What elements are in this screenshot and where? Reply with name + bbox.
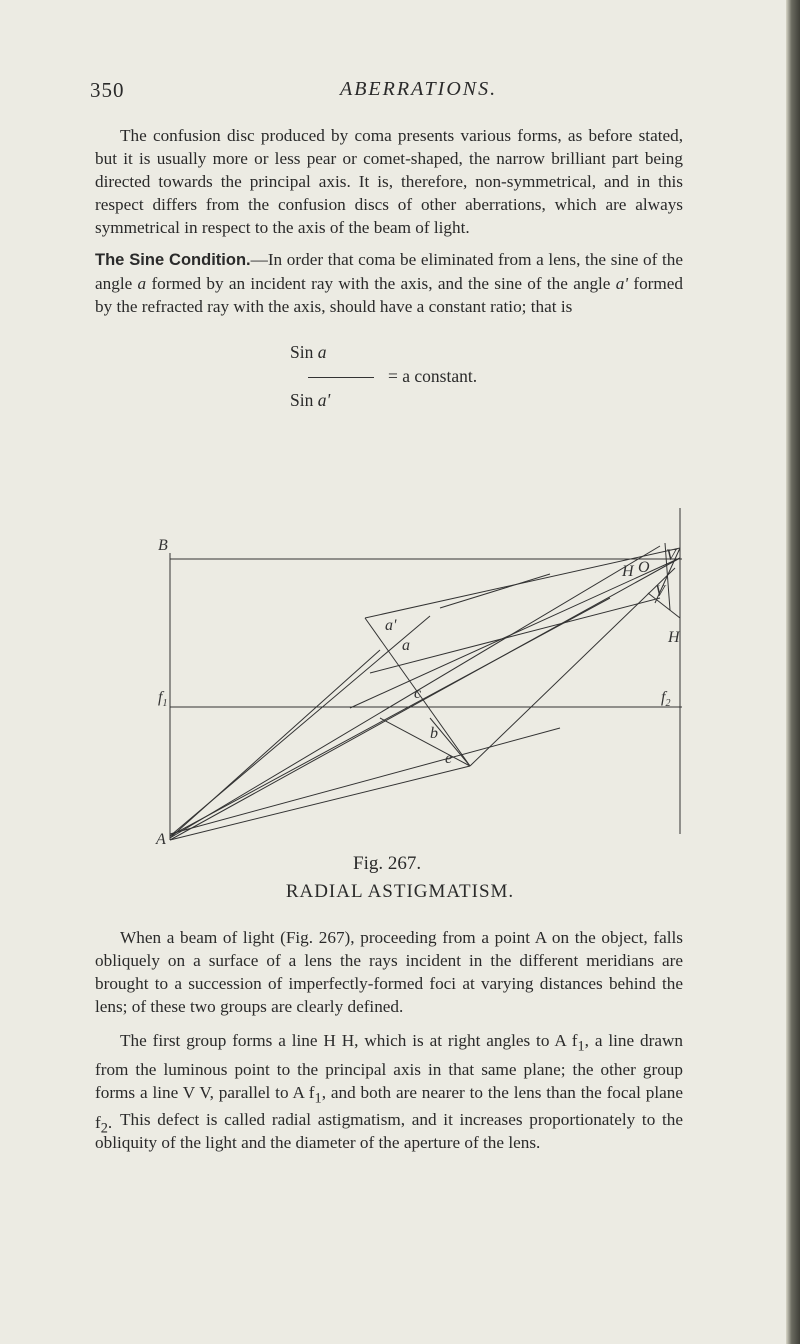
ray — [370, 598, 660, 673]
paragraph-focal-lines: The first group forms a line H H, which is at right angles to A $f_1$, a line drawn from the luminous point to the principal axis in that same plane; the other group forms a line V V, parallel to A $f_1$, and both are nearer to the lens than the focal plane $f_2$. — [95, 1031, 683, 1137]
ray — [170, 766, 470, 840]
label-B: B — [158, 537, 168, 554]
label-f1: $f_1$ — [158, 689, 168, 709]
ray — [170, 558, 680, 840]
page-header — [90, 78, 690, 112]
ray — [170, 616, 430, 836]
fraction-line — [308, 377, 374, 378]
label-V-top: V — [666, 547, 676, 564]
label-H-right: H — [668, 629, 680, 646]
run-in-heading: The Sine Condition. — [95, 251, 251, 269]
paragraph-coma-disc: The confusion disc produced by coma presents various forms, as before stated, but it is usually more or less pear or comet-shaped, the narrow brilliant part being directed towards the principal axis. It is, therefore, non-symmetrical, and in this respect differs from the confusion discs of other aberrations, which are always symmetrical in respect to the axis of the beam of light. — [95, 126, 683, 237]
ray-diagram — [140, 498, 700, 848]
paragraph-sine-condition: The Sine Condition.—In order that coma be eliminated from a lens, the sine of the angle a formed by an incident ray with the axis, and the sine of the angle a' formed by the refracted ray with the axis, should have a constant ratio; that is — [95, 250, 683, 316]
section-heading: RADIAL ASTIGMATISM. — [285, 881, 515, 902]
angle-symbol-prime: a' — [615, 274, 629, 293]
page-number: 350 — [90, 78, 125, 102]
label-a-prime: a' — [385, 617, 397, 634]
figure-caption: Fig. 267. — [353, 853, 422, 874]
label-a: a — [402, 637, 410, 654]
ray — [440, 574, 550, 608]
formula-denominator: Sin a' — [290, 390, 331, 410]
formula-numerator: Sin a — [290, 342, 327, 362]
label-f2: $f_2$ — [661, 689, 671, 709]
ray — [380, 718, 470, 766]
paragraph-defect: This defect is called radial astigmatism, and it increases proportionately to the obliquity of the light and the diameter of the aperture of the lens. — [95, 1110, 683, 1152]
label-O: O — [638, 559, 650, 576]
formula-rhs: = a constant. — [388, 366, 478, 386]
page-edge — [786, 0, 800, 1344]
label-H-left: H — [622, 563, 634, 580]
label-A: A — [156, 831, 166, 848]
label-c: c — [414, 685, 422, 702]
figure-267-diagram — [140, 498, 700, 848]
ray — [350, 558, 680, 708]
ray — [170, 728, 560, 834]
sine-condition-formula — [290, 342, 550, 410]
running-head: ABERRATIONS. — [340, 78, 498, 100]
label-e: e — [445, 750, 453, 767]
paragraph-radial-astigmatism-intro: When a beam of light (Fig. 267), proceeding from a point A on the object, falls obliquely on a surface of a lens the rays incident in the different meridians are brought to a succession of imperfectly-formed foci at varying distances behind the lens; of these two groups are clearly defined. — [95, 928, 683, 1016]
label-b: b — [430, 725, 438, 742]
angle-symbol: a — [137, 274, 147, 293]
label-V-right: V — [655, 583, 665, 600]
